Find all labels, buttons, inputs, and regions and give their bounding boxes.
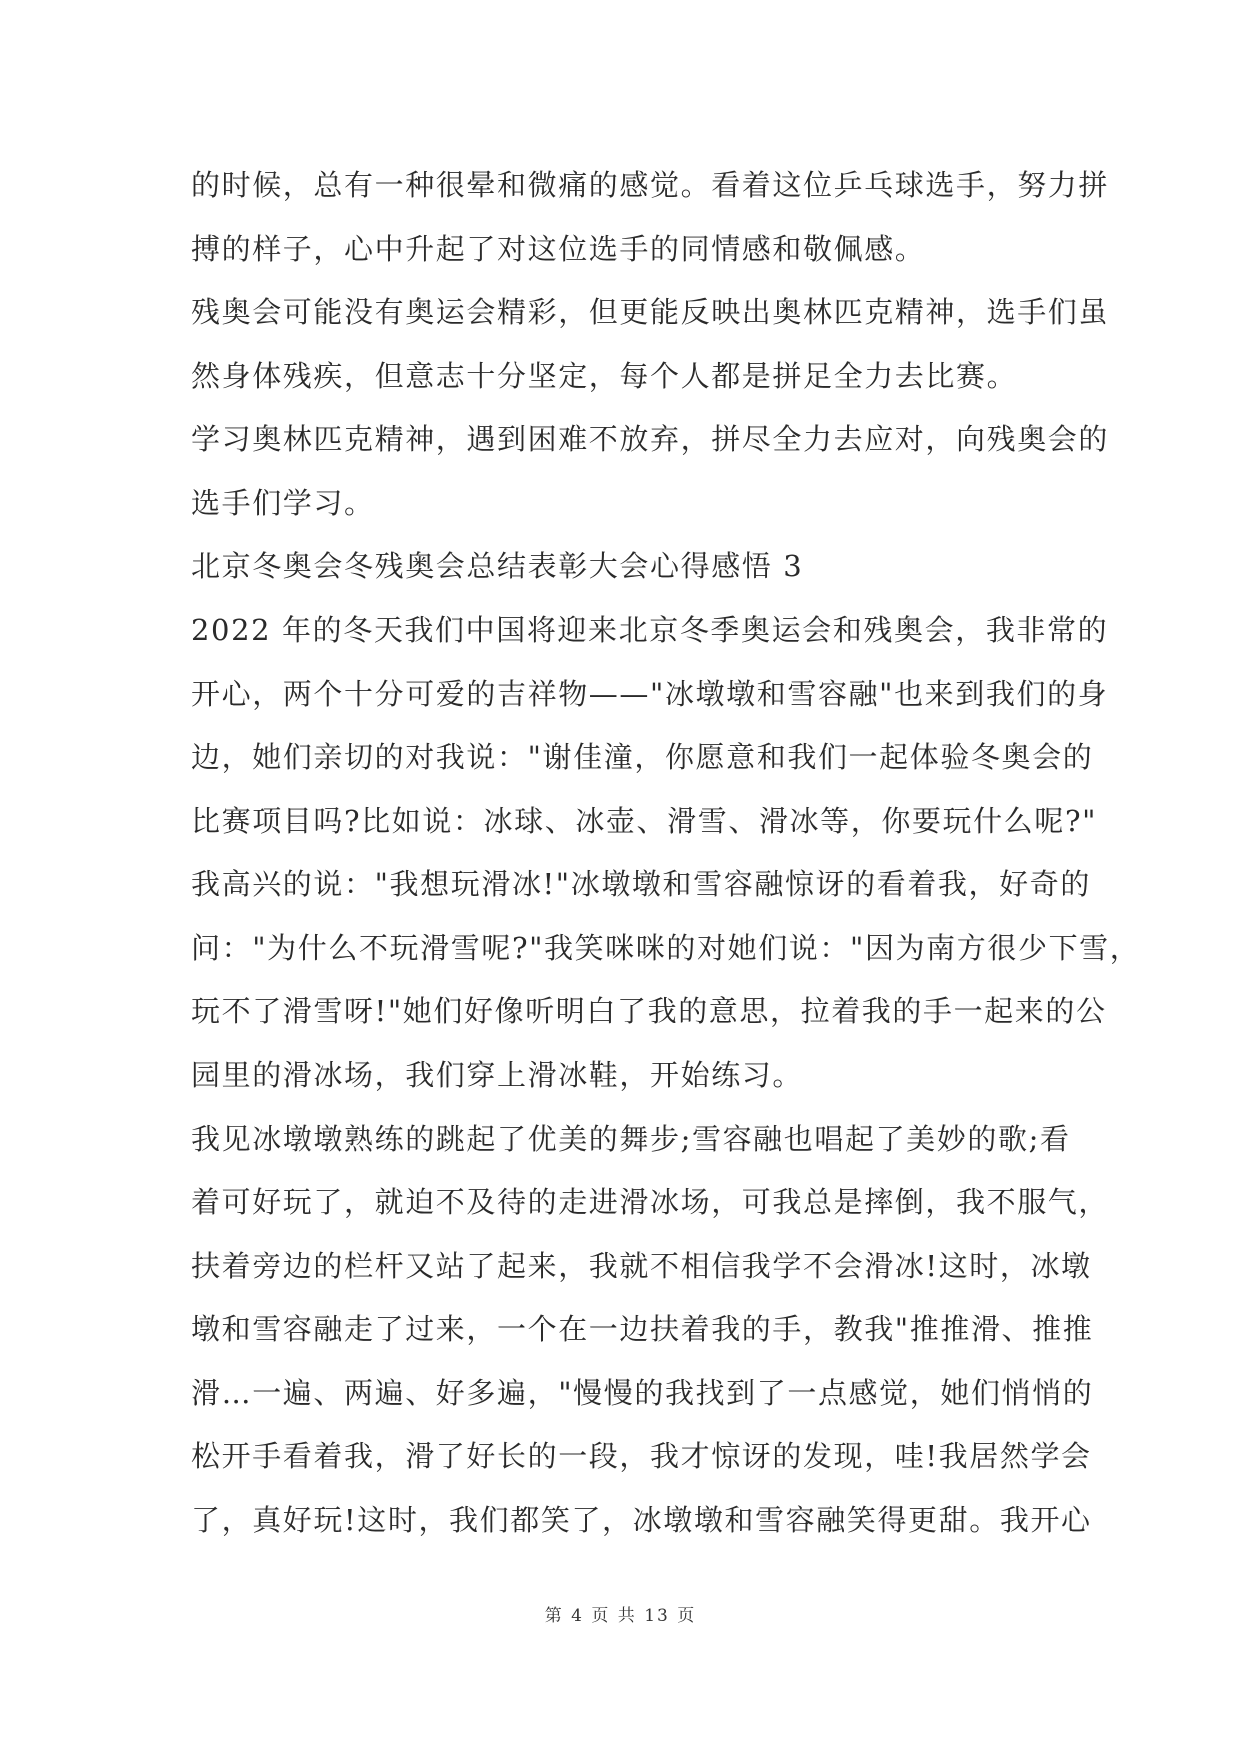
text-line: 然身体残疾，但意志十分坚定，每个人都是拼足全力去比赛。 (191, 359, 1018, 393)
text-line: 我高兴的说："我想玩滑冰!"冰墩墩和雪容融惊讶的看着我，好奇的 (191, 867, 1091, 901)
text-line: 玩不了滑雪呀!"她们好像听明白了我的意思，拉着我的手一起来的公 (191, 994, 1107, 1028)
text-line: 搏的样子，心中升起了对这位选手的同情感和敬佩感。 (191, 232, 926, 266)
text-line: 我见冰墩墩熟练的跳起了优美的舞步;雪容融也唱起了美妙的歌;看 (191, 1122, 1071, 1156)
text-line: 边，她们亲切的对我说："谢佳潼，你愿意和我们一起体验冬奥会的 (191, 740, 1094, 774)
text-line: 园里的滑冰场，我们穿上滑冰鞋，开始练习。 (191, 1058, 804, 1092)
text-line: 滑…一遍、两遍、好多遍，"慢慢的我找到了一点感觉，她们悄悄的 (191, 1376, 1094, 1410)
text-line: 问："为什么不玩滑雪呢?"我笑咪咪的对她们说："因为南方很少下雪， (191, 931, 1141, 965)
text-line: 学习奥林匹克精神，遇到困难不放弃，拼尽全力去应对，向残奥会的 (191, 422, 1110, 456)
text-line: 松开手看着我，滑了好长的一段，我才惊讶的发现，哇!我居然学会 (191, 1439, 1092, 1473)
page-footer: 第 4 页 共 13 页 (544, 1606, 697, 1626)
text-line: 着可好玩了，就迫不及待的走进滑冰场，可我总是摔倒，我不服气， (191, 1185, 1110, 1219)
text-line: 比赛项目吗?比如说：冰球、冰壶、滑雪、滑冰等，你要玩什么呢?" (191, 804, 1098, 838)
text-line: 的时候，总有一种很晕和微痛的感觉。看着这位乒乓球选手，努力拼 (191, 168, 1110, 202)
section-heading: 北京冬奥会冬残奥会总结表彰大会心得感悟 3 (191, 549, 804, 583)
text-line: 了，真好玩!这时，我们都笑了，冰墩墩和雪容融笑得更甜。我开心 (191, 1503, 1092, 1537)
text-line: 扶着旁边的栏杆又站了起来，我就不相信我学不会滑冰!这时，冰墩 (191, 1249, 1092, 1283)
text-line: 2022 年的冬天我们中国将迎来北京冬季奥运会和残奥会，我非常的 (191, 613, 1109, 647)
text-line: 选手们学习。 (191, 486, 375, 520)
text-line: 墩和雪容融走了过来，一个在一边扶着我的手，教我"推推滑、推推 (191, 1312, 1094, 1346)
text-line: 开心，两个十分可爱的吉祥物——"冰墩墩和雪容融"也来到我们的身 (191, 677, 1109, 711)
text-line: 残奥会可能没有奥运会精彩，但更能反映出奥林匹克精神，选手们虽 (191, 295, 1110, 329)
